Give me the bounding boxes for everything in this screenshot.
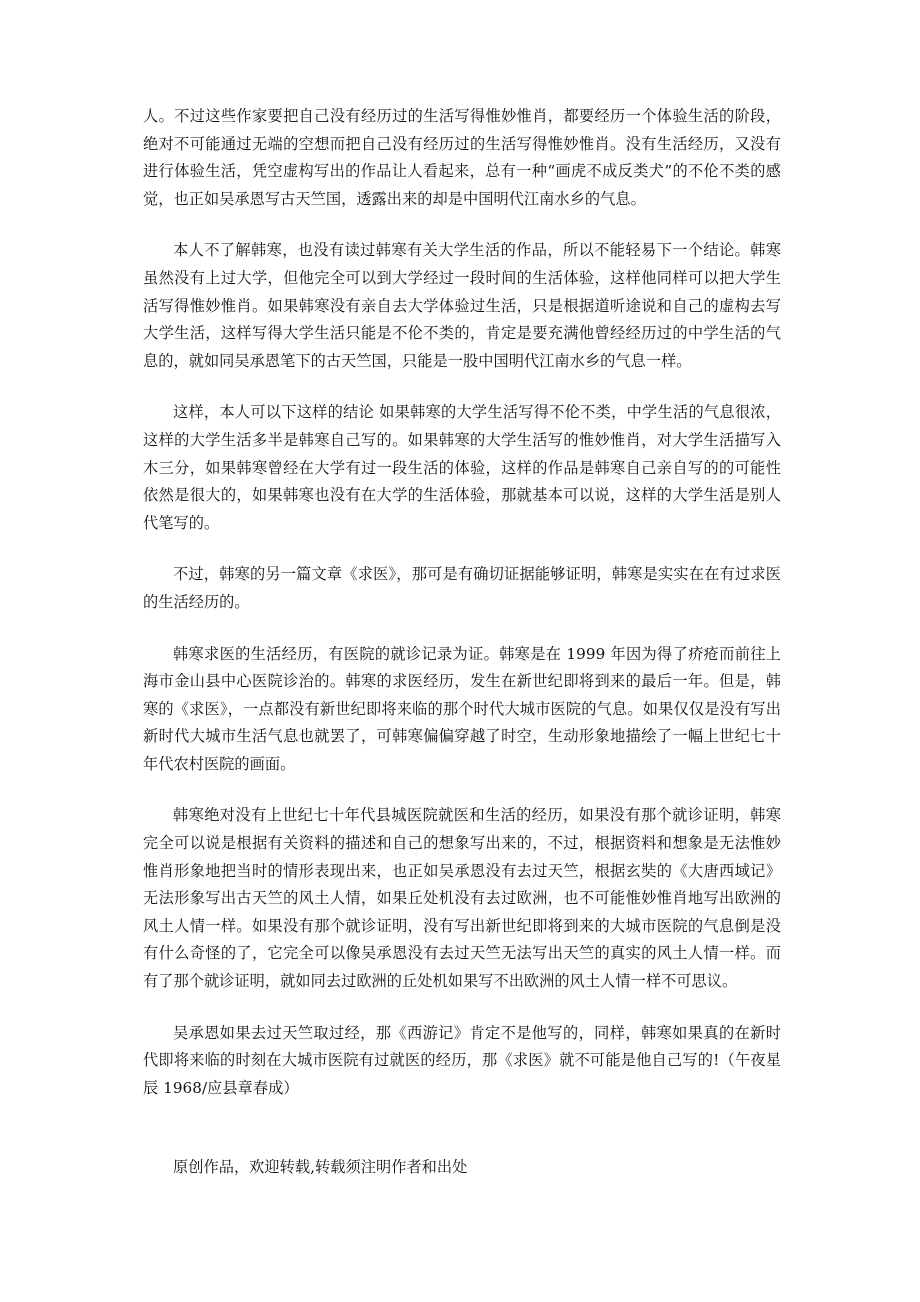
paragraph-spacer (143, 617, 781, 641)
footer-note: 原创作品，欢迎转载,转载须注明作者和出处 (173, 1158, 468, 1177)
paragraph-6: 韩寒绝对没有上世纪七十年代县城医院就医和生活的经历，如果没有那个就诊证明，韩寒完全可以说是根据有关资料的描述和自己的想象写出来的，不过，根据资料和想象是无法惟妙惟肖形象地把当时的情形表现出来，也正如吴承恩没有去过天竺，根据玄奘的《大唐西域记》无法形象写出古天竺的风土人情，如果丘处机没有去过欧洲，也不可能惟妙惟肖地写出欧洲的风土人情一样。如果没有那个就诊证明，没有写出新世纪即将到来的大城市医院的气息倒是没有什么奇怪的了，它完全可以像吴承恩没有去过天竺无法写出天竺的真实的风土人情一样。而有了那个就诊证明，就如同去过欧洲的丘处机如果写不出欧洲的风土人情一样不可思议。 (143, 806, 781, 991)
paragraph-7: 吴承恩如果去过天竺取过经，那《西游记》肯定不是他写的，同样，韩寒如果真的在新时代即将来临的时刻在大城市医院有过就医的经历，那《求医》就不可能是他自己写的!（午夜星辰 1968/应县章春成） (143, 1023, 781, 1097)
paragraph-4: 不过，韩寒的另一篇文章《求医》，那可是有确切证据能够证明，韩寒是实实在在有过求医的生活经历的。 (143, 565, 781, 611)
paragraph-2: 本人不了解韩寒，也没有读过韩寒有关大学生活的作品，所以不能轻易下一个结论。韩寒虽然没有上过大学，但他完全可以到大学经过一段时间的生活体验，这样他同样可以把大学生活写得惟妙惟肖。如果韩寒没有亲自去大学体验过生活，只是根据道听途说和自己的虚构去写大学生活，这样写得大学生活只能是不伦不类的，肯定是要充满他曾经经历过的中学生活的气息的，就如同吴承恩笔下的古天竺国，只能是一股中国明代江南水乡的气息一样。 (143, 241, 781, 370)
paragraph-spacer (143, 1102, 781, 1154)
paragraph-spacer (143, 213, 781, 237)
paragraph-spacer (143, 996, 781, 1020)
paragraph-spacer (143, 778, 781, 802)
paragraph-spacer (143, 537, 781, 561)
paragraph-5: 韩寒求医的生活经历，有医院的就诊记录为证。韩寒是在 1999 年因为得了疥疮而前往上海市金山县中心医院诊治的。韩寒的求医经历，发生在新世纪即将到来的最后一年。但是，韩寒的《求医》，一点都没有新世纪即将来临的那个时代大城市医院的气息。如果仅仅是没有写出新时代大城市生活气息也就罢了，可韩寒偏偏穿越了时空，生动形象地描绘了一幅上世纪七十年代农村医院的画面。 (143, 644, 781, 773)
paragraph-1: 人。不过这些作家要把自己没有经历过的生活写得惟妙惟肖，都要经历一个体验生活的阶段，绝对不可能通过无端的空想而把自己没有经历过的生活写得惟妙惟肖。没有生活经历，又没有进行体验生活，凭空虚构写出的作品让人看起来，总有一种“画虎不成反类犬”的不伦不类的感觉，也正如吴承恩写古天竺国，透露出来的却是中国明代江南水乡的气息。 (143, 107, 781, 208)
paragraph-spacer (143, 375, 781, 399)
document-body (143, 103, 781, 1182)
paragraph-3: 这样，本人可以下这样的结论 如果韩寒的大学生活写得不伦不类，中学生活的气息很浓，这样的大学生活多半是韩寒自己写的。如果韩寒的大学生活写的惟妙惟肖，对大学生活描写入木三分，如果韩寒曾经在大学有过一段生活的体验，这样的作品是韩寒自己亲自写的的可能性依然是很大的，如果韩寒也没有在大学的生活体验，那就基本可以说，这样的大学生活是别人代笔写的。 (143, 403, 781, 532)
